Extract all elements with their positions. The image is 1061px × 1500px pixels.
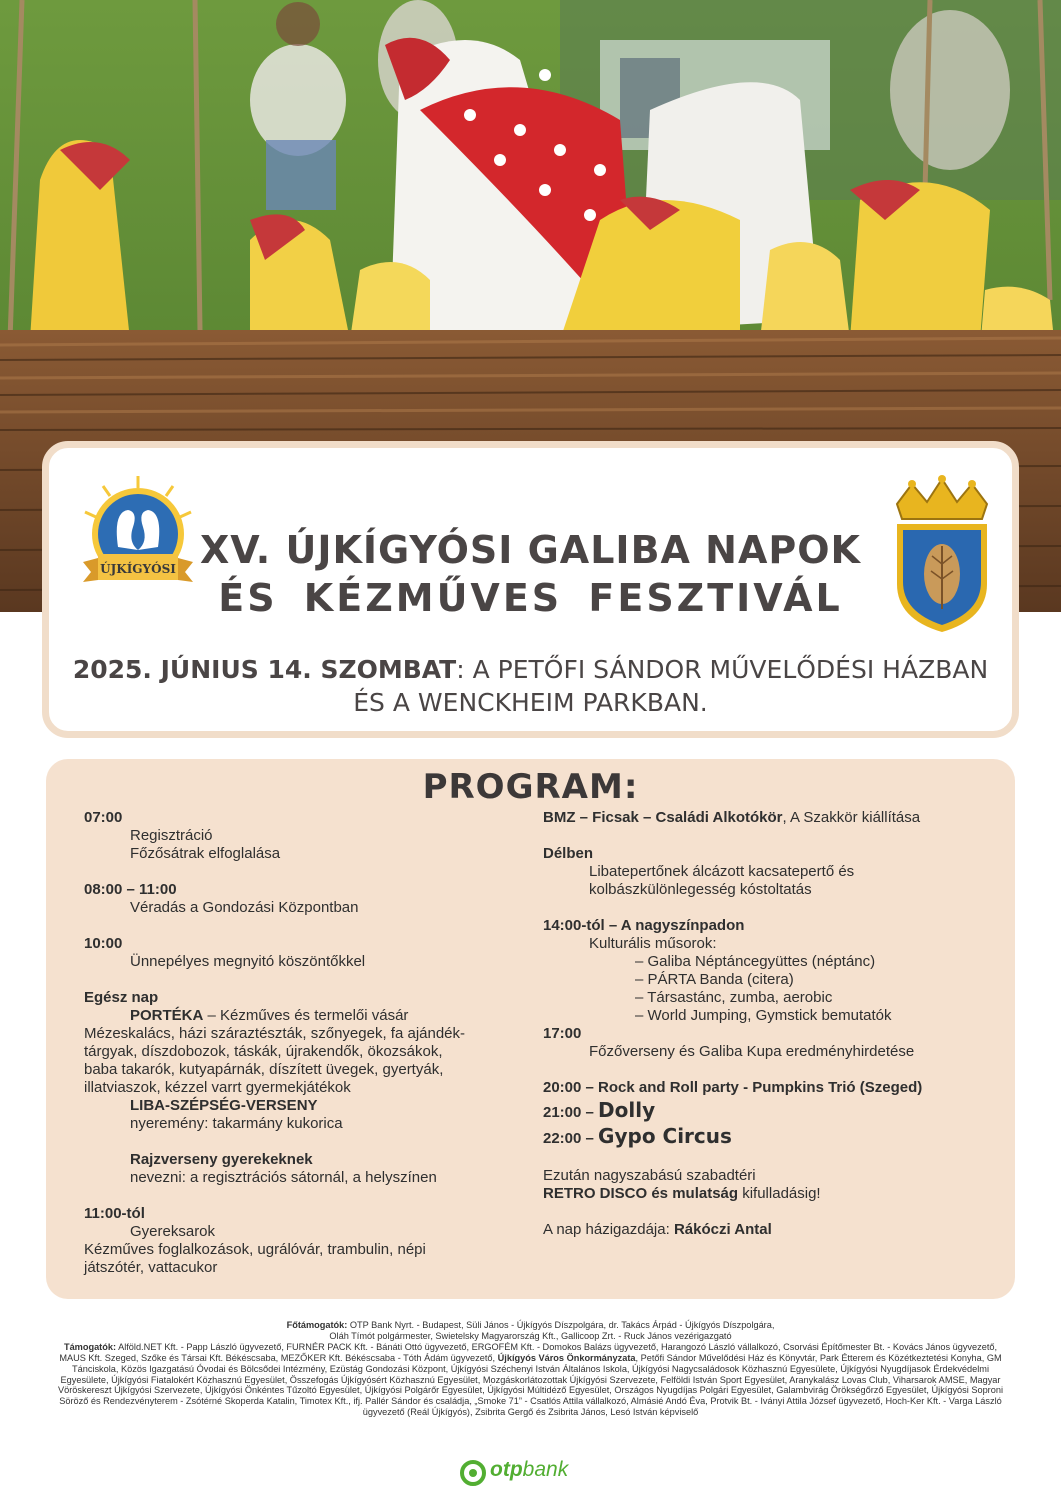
market-line-1: Mézeskalács, házi száraztészták, szőnyegek, fa ajándék- [84, 1025, 466, 1042]
crafts-line-1: Kézműves foglalkozások, ugrálóvár, trambulin, népi [84, 1241, 426, 1258]
program-left-column [84, 809, 514, 1277]
bmz-desc: , A Szakkör kiállítása [782, 809, 921, 826]
item-porteka [84, 1007, 514, 1025]
main-sponsors-label: Főtámogatók: [286, 1320, 348, 1330]
item-cultural: Kulturális műsorok: [589, 935, 717, 952]
host-name: Rákóczi Antal [673, 1221, 772, 1238]
time-1400: 14:00-tól – A nagyszínpadon [543, 917, 745, 934]
time-0700: 07:00 [84, 809, 123, 826]
host-label: A nap házigazdája: [543, 1221, 674, 1238]
porteka-desc: – Kézműves és termelői vásár [203, 1007, 409, 1024]
supporters [50, 1342, 1011, 1418]
supporters-label: Támogatók: [63, 1341, 117, 1352]
porteka-label: PORTÉKA [130, 1007, 204, 1024]
cultural-item-2: – PÁRTA Banda (citera) [635, 971, 794, 988]
item-exhibition [543, 809, 983, 827]
event-date-line2: ÉS A WENCKHEIM PARKBAN. [353, 688, 708, 717]
item-goose-beauty-contest: LIBA-SZÉPSÉG-VERSENY [130, 1097, 318, 1114]
time-all-day: Egész nap [84, 989, 159, 1006]
main-sponsors [50, 1320, 1011, 1331]
market-line-3: baba takarók, kutyapárnák, díszített üvegek, gyertyák, [84, 1061, 444, 1078]
item-entry-info: nevezni: a regisztrációs sátornál, a helyszínen [130, 1169, 437, 1186]
title-card [42, 441, 1019, 738]
program-box [46, 759, 1015, 1299]
item-prize: nyeremény: takarmány kukorica [130, 1115, 343, 1132]
item-host [543, 1221, 983, 1239]
item-registration: Regisztráció [130, 827, 213, 844]
event-date-line1 [49, 653, 1012, 686]
performer-gypo-circus: Gypo Circus [598, 1124, 732, 1148]
main-sponsors-line2: Oláh Tímót polgármester, Swietelsky Magyarország Kft., Gallicoop Zrt. - Ruck János vezérigazgató [329, 1330, 732, 1341]
item-2100 [543, 1097, 983, 1123]
program-right-column [543, 809, 983, 1239]
program-title: PROGRAM: [422, 767, 639, 807]
crafts-line-2: játszótér, vattacukor [84, 1259, 218, 1276]
cultural-item-3: – Társastánc, zumba, aerobic [635, 989, 833, 1006]
otp-part1: otp [490, 1458, 523, 1481]
time-2000: 20:00 – Rock and Roll party - Pumpkins Trió (Szeged) [543, 1079, 923, 1096]
item-blood-donation: Véradás a Gondozási Központban [130, 899, 359, 916]
supporters-text-b: , Petőfi Sándor Művelődési Ház és Könyvtár, Park Étterem és Közétkeztetési Konyha, GM Tánciskola, Közös Igazgatású Óvodai és Bölcsődei Intézmény, Ezüstág Gondozási Központ, Újkígyósi Széchenyi István Általános Iskola, Újkígyósi Nagycsaládosok Közhasznú Egyesülete, Újkígyósi Nyugdíjasok Érdekvédelmi Egyesülete, Újkígyósi Fiatalokért Közhasznú Egyesület, Összefogás Újkígyósért Közhasznú Egyesület, Mozgáskorlátozottak Újkígyósi Szervezete, Felföldi István Sport Egyesület, Aranykalász Lovas Club, Viharsarok AMSE, Magyar Vöröskereszt Újkígyósi Szervezete, Újkígyósi Önkéntes Tűzoltó Egyesület, Újkígyósi Polgárőr Egyesület, Újkígyósi Múltidéző Egyesület, Országos Nyugdíjas Polgári Egyesület, Galambvirág Örökségőrző Egyesület, Újkígyósi Soproni Söröző és Rendezvényterem - Zsótérné Skoperda Katalin, Timotex Kft., ifj. Pallér Sándor és családja, „Smoke 71” - Csatlós Attila vállalkozó, Almásié Andó Éva, Protvik Bt. - Iványi Attila József ügyvezető, Hoch-Ker Kft. - Varga László ügyvezető (Reál Újkígyós), Zsibrita Gergő és Zsibrita János, Lesó István képviselő [57, 1352, 1004, 1418]
otp-bank-wordmark [490, 1458, 568, 1482]
item-retro-disco [543, 1185, 983, 1203]
event-date: 2025. JÚNIUS 14. SZOMBAT [72, 655, 457, 684]
time-1700: 17:00 [543, 1025, 582, 1042]
item-tasting-2: kolbászkülönlegesség kóstoltatás [589, 881, 812, 898]
item-cooking-results: Főzőverseny és Galiba Kupa eredményhirdetése [589, 1043, 915, 1060]
time-0800: 08:00 – 11:00 [84, 881, 177, 898]
time-1000: 10:00 [84, 935, 123, 952]
item-afterwards: Ezután nagyszabású szabadtéri [543, 1167, 756, 1184]
cultural-item-4: – World Jumping, Gymstick bemutatók [635, 1007, 892, 1024]
performer-dolly: Dolly [598, 1098, 656, 1122]
event-venue-1: : A PETŐFI SÁNDOR MŰVELŐDÉSI HÁZBAN [456, 655, 989, 684]
main-sponsors-text: OTP Bank Nyrt. - Budapest, Süli János - Újkígyós Díszpolgára, dr. Takács Árpád - Újkígyós Díszpolgára, [347, 1320, 775, 1330]
time-noon: Délben [543, 845, 594, 862]
item-kids-corner: Gyereksarok [130, 1223, 216, 1240]
otp-bank-logo [460, 1458, 600, 1486]
festival-title-line1: XV. ÚJKÍGYÓSI GALIBA NAPOK [200, 528, 861, 572]
bmz-label: BMZ – Ficsak – Családi Alkotókör [543, 809, 783, 826]
market-line-2: tárgyak, díszdobozok, táskák, újrakendők, ökozsákok, [84, 1043, 443, 1060]
sponsors-block [50, 1320, 1011, 1418]
festival-title-line2: ÉS KÉZMŰVES FESZTIVÁL [218, 576, 843, 620]
item-2200 [543, 1123, 983, 1149]
otp-part2: bank [522, 1458, 569, 1481]
retro-label: RETRO DISCO és mulatság [543, 1185, 739, 1202]
otp-swirl-icon [460, 1460, 486, 1486]
svg-text:ÚJKÍGYÓSI: ÚJKÍGYÓSI [100, 562, 176, 576]
item-drawing-contest: Rajzverseny gyerekeknek [130, 1151, 313, 1168]
item-opening: Ünnepélyes megnyitó köszöntőkkel [130, 953, 366, 970]
time-1100: 11:00-tól [84, 1205, 145, 1222]
item-tasting-1: Libatepertőnek álcázott kacsatepertő és [589, 863, 855, 880]
time-2200: 22:00 – [543, 1130, 599, 1147]
market-line-4: illatviaszok, kézzel varrt gyermekjátékok [84, 1079, 351, 1096]
coat-of-arms-icon [887, 474, 997, 634]
supporters-text-a: Alföld.NET Kft. - Papp László ügyvezető, FURNÉR PACK Kft. - Bánáti Ottó ügyvezető, ERGOFÉM Kft. - Domokos Balázs ügyvezető, Harangozó László vállalkozó, Csorvási Építőmester Bt. - Kovács János ügyvezető, MAUS Kft. Szeged, Szőke és Társai Kft. Békéscsaba, MEZŐKER Kft. Békéscsaba - Tóth Ádám ügyvezető, [59, 1341, 998, 1363]
cultural-item-1: – Galiba Néptáncegyüttes (néptánc) [635, 953, 876, 970]
item-cooking-tents: Főzősátrak elfoglalása [130, 845, 281, 862]
supporters-municipality: Újkígyós Város Önkormányzata [497, 1352, 636, 1363]
time-2100: 21:00 – [543, 1104, 599, 1121]
retro-desc: kifulladásig! [738, 1185, 821, 1202]
